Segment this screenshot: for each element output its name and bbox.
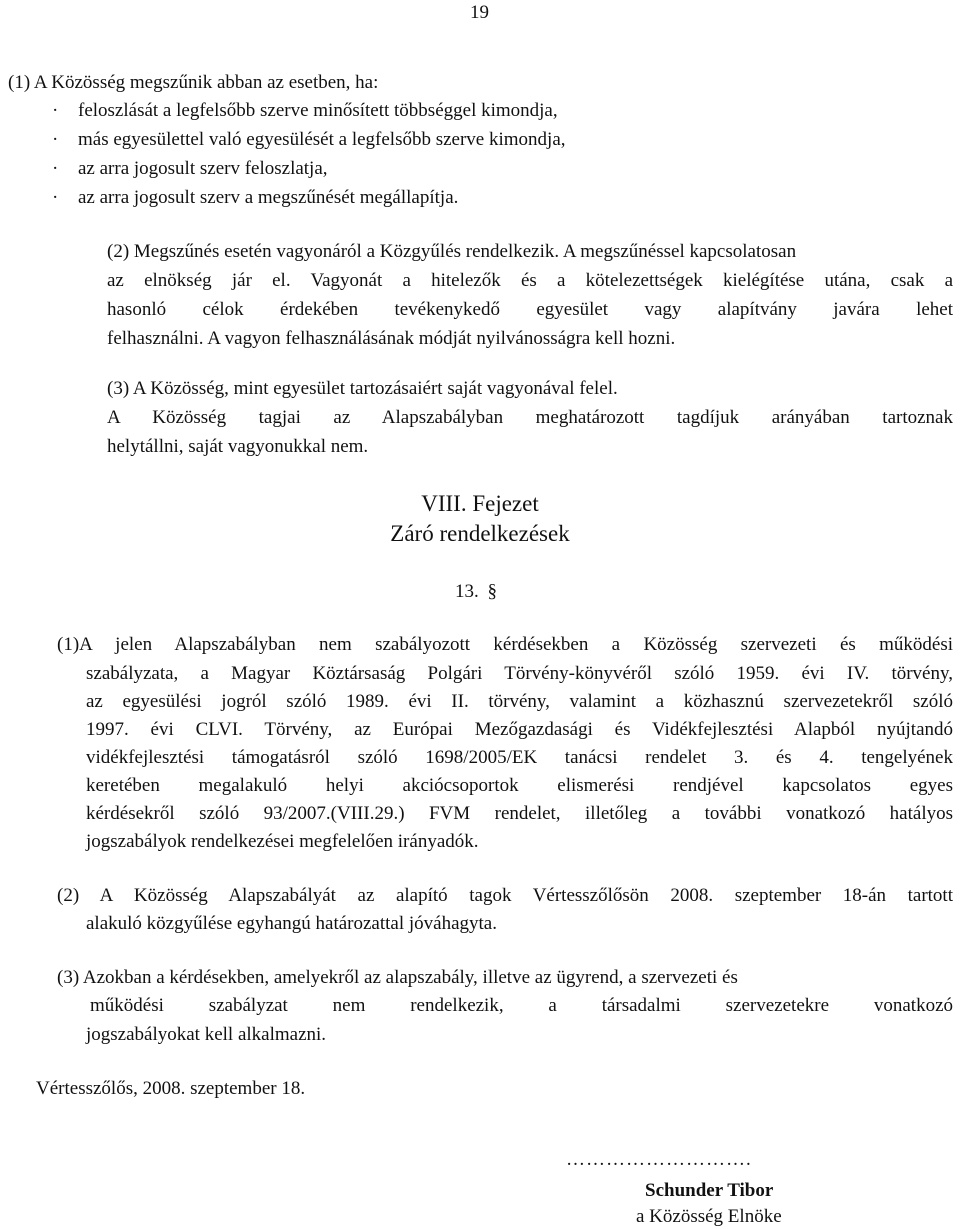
paragraph-line: (1)A jelen Alapszabályban nem szabályozott kérdésekben a Közösség szervezeti és működési: [57, 634, 953, 655]
paragraph-line: A Közösség tagjai az Alapszabályban meghatározott tagdíjuk arányában tartoznak: [107, 407, 953, 428]
section-1-intro: (1) A Közösség megszűnik abban az esetben, ha:: [8, 72, 379, 93]
place-date: Vértesszőlős, 2008. szeptember 18.: [36, 1078, 306, 1099]
signer-name: Schunder Tibor: [645, 1180, 774, 1201]
paragraph-line: kérdésekről szóló 93/2007.(VIII.29.) FVM rendelet, illetőleg a további vonatkozó hatályos: [86, 803, 953, 824]
signer-role: a Közösség Elnöke: [636, 1206, 782, 1227]
paragraph-line: jogszabályok rendelkezései megfelelően irányadók.: [86, 831, 479, 852]
section-symbol: §: [487, 581, 497, 602]
paragraph-line: alakuló közgyűlése egyhangú határozattal jóváhagyta.: [86, 913, 497, 934]
paragraph-line: az elnökség jár el. Vagyonát a hitelezők és a kötelezettségek kielégítése utána, csak a: [107, 270, 953, 291]
paragraph-line: az egyesülési jogról szóló 1989. évi II. törvény, valamint a közhasznú szervezetekről szóló: [86, 691, 953, 712]
paragraph-line: hasonló célok érdekében tevékenykedő egyesület vagy alapítvány javára lehet: [107, 299, 953, 320]
paragraph-line: működési szabályzat nem rendelkezik, a társadalmi szervezetekre vonatkozó: [90, 995, 953, 1016]
paragraph-line: (2) Megszűnés esetén vagyonáról a Közgyűlés rendelkezik. A megszűnéssel kapcsolatosan: [107, 241, 797, 262]
paragraph-line: vidékfejlesztési támogatásról szóló 1698/2005/EK tanácsi rendelet 3. és 4. tengelyének: [86, 747, 953, 768]
list-item: · az arra jogosult szerv a megszűnését megállapítja.: [52, 187, 459, 208]
signature-dots: ……………………….: [566, 1149, 752, 1170]
paragraph-line: keretében megalakuló helyi akciócsoportok elismerési rendjével kapcsolatos egyes: [86, 775, 953, 796]
paragraph-line: jogszabályokat kell alkalmazni.: [86, 1024, 327, 1045]
bullet-icon: ·: [52, 100, 59, 121]
bullet-icon: ·: [52, 187, 59, 208]
page-number: 19: [470, 2, 489, 23]
chapter-number: VIII. Fejezet: [421, 491, 539, 516]
list-item: · az arra jogosult szerv feloszlatja,: [52, 158, 328, 179]
paragraph-line: 1997. évi CLVI. Törvény, az Európai Mezőgazdasági és Vidékfejlesztési Alapból nyújtandó: [86, 719, 953, 740]
section-number: [455, 581, 497, 603]
bullet-icon: ·: [52, 129, 59, 150]
paragraph-line: felhasználni. A vagyon felhasználásának módját nyilvánosságra kell hozni.: [107, 328, 676, 349]
paragraph-line: (3) Azokban a kérdésekben, amelyekről az alapszabály, illetve az ügyrend, a szervezeti és: [57, 967, 738, 988]
paragraph-line: szabályzata, a Magyar Köztársaság Polgári Törvény-könyvéről szóló 1959. évi IV. törvény,: [86, 663, 953, 684]
section-number-value: 13.: [455, 581, 479, 602]
list-item: · feloszlását a legfelsőbb szerve minősített többséggel kimondja,: [52, 100, 558, 121]
bullet-icon: ·: [52, 158, 59, 179]
paragraph-line: (3) A Közösség, mint egyesület tartozásaiért saját vagyonával felel.: [107, 378, 618, 399]
chapter-title: Záró rendelkezések: [390, 521, 570, 546]
list-item: · más egyesülettel való egyesülését a legfelsőbb szerve kimondja,: [52, 129, 566, 150]
paragraph-line: helytállni, saját vagyonukkal nem.: [107, 436, 369, 457]
paragraph-line: (2) A Közösség Alapszabályát az alapító tagok Vértesszőlősön 2008. szeptember 18-án tartott: [57, 885, 953, 906]
